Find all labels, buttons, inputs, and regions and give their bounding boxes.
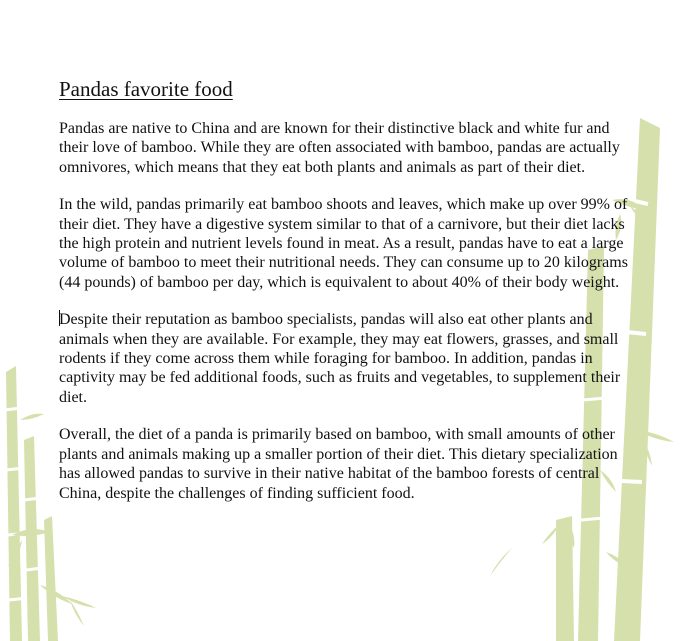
paragraph-wild-diet: In the wild, pandas primarily eat bamboo shoots and leaves, which make up over 99% of their diet. They have a digestive system similar to that of a carnivore, but their diet lacks the high protein and nutrient levels found in meat. As a result, pandas have to eat a large volume of bamboo to meet their nutritional needs. They can consume up to 20 kilograms (44 pounds) of bamboo per day, which is equivalent to about 40% of their body weight. [59,196,628,291]
document-body[interactable] [59,76,629,521]
paragraph-intro: Pandas are native to China and are known for their distinctive black and white fur and their love of bamboo. While they are often associated with bamboo, pandas are actually omnivores, which means that they eat both plants and animals as part of their diet. [59,120,620,176]
document-title: Pandas favorite food [59,77,233,101]
paragraph-other-foods [59,310,629,407]
paragraph-conclusion: Overall, the diet of a panda is primarily based on bamboo, with small amounts of other plants and animals making up a smaller portion of their diet. This dietary specialization has allowed pandas to survive in their native habitat of the bamboo forests of central China, despite the challenges of finding sufficient food. [59,426,618,502]
bamboo-left-stalk [4,366,58,641]
paragraph-other-foods-text: Despite their reputation as bamboo specialists, pandas will also eat other plants and animals when they are available. For example, they may eat flowers, grasses, and small rodents if they come across them while foraging for bamboo. In addition, pandas in captivity may be fed additional foods, such as fruits and vegetables, to supplement their diet. [59,311,621,406]
